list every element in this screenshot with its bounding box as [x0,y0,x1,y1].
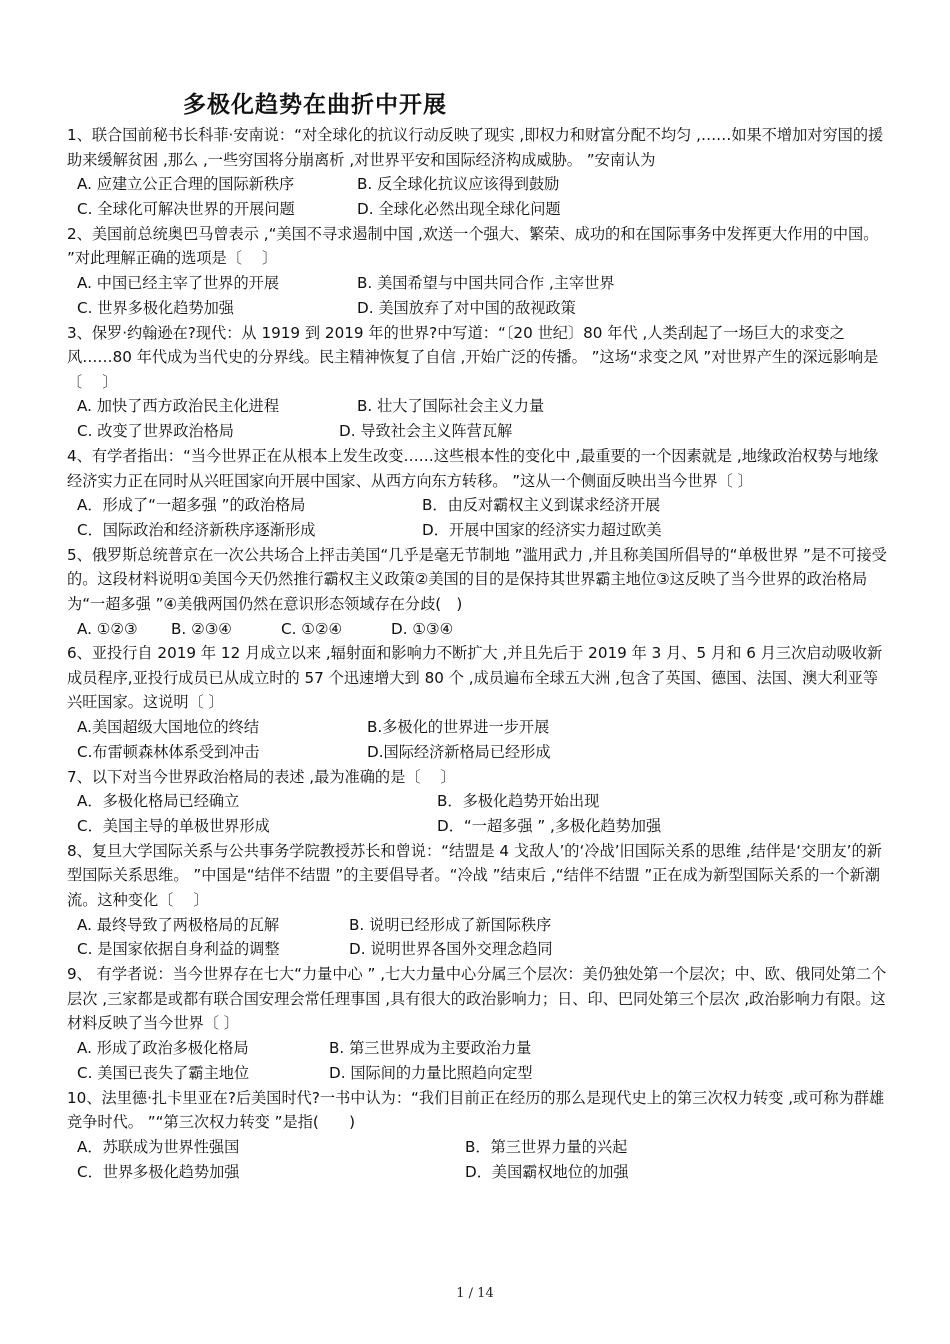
answer-option: D.国际经济新格局已经形成 [367,742,551,761]
option-row [67,419,887,444]
option-row [67,271,887,296]
option-row [67,814,887,839]
answer-option: B.多极化的世界进一步开展 [367,718,550,737]
option-row [67,937,887,962]
answer-option: A. 形成了政治多极化格局 [77,1039,249,1058]
option-row [67,296,887,321]
option-row [67,789,887,814]
answer-option: C. ①②④ [281,619,343,638]
answer-option: C. 是国家依据自身利益的调整 [77,940,280,959]
option-row [67,1160,887,1185]
option-row [67,1061,887,1086]
question-stem: 8、复旦大学国际关系与公共事务学院教授苏长和曾说：“结盟是 4 戈敌人’的‘冷战’旧国际关系的思维 ,结伴是‘交朋友’的新型国际关系思维。 ”中国是“结伴不结盟 ”的主要倡导者。“冷战 ”结束后 ,“结伴不结盟 ”正在成为新型国际关系的一个新潮流。这种变化〔 〕 [67,841,882,910]
option-row [67,518,887,543]
answer-option: C. 美国已丧失了霸主地位 [77,1063,250,1082]
answer-option: B. 壮大了国际社会主义力量 [357,397,545,416]
answer-option: C. 世界多极化趋势加强 [77,298,234,317]
question-stem: 4、有学者指出：“当今世界正在从根本上发生改变……这些根本性的变化中 ,最重要的一个因素就是 ,地缘政治权势与地缘经济实力正在同时从兴旺国家向开展中国家、从西方向东方转移。 ”这从一个侧面反映出当今世界〔 〕 [67,446,879,490]
option-row [67,740,887,765]
answer-option: A. 中国已经主宰了世界的开展 [77,273,280,292]
question-1 [67,123,887,222]
answer-option: B．第三世界力量的兴起 [465,1137,628,1156]
answer-option: D. 说明世界各国外交理念趋同 [349,940,553,959]
option-row [67,197,887,222]
question-3 [67,321,887,444]
answer-option: D. 全球化必然出现全球化问题 [357,199,561,218]
answer-option: C.布雷顿森林体系受到冲击 [77,742,260,761]
answer-option: A. 最终导致了两极格局的瓦解 [77,915,280,934]
answer-option: B. 美国希望与中国共同合作 ,主宰世界 [357,273,615,292]
answer-option: A．多极化格局已经确立 [77,792,240,811]
page-title: 多极化趋势在曲折中开展 [183,92,447,118]
question-stem: 5、俄罗斯总统普京在一次公共场合上抨击美国“几乎是毫无节制地 ”滥用武力 ,并且称美国所倡导的“单极世界 ”是不可接受的。这段材料说明①美国今天仍然推行霸权主义政策②美国的目的是保持其世界霸主地位③这反映了当今世界的政治格局为“一超多强 ”④美俄两国仍然在意识形态领域存在分歧( ) [67,545,887,613]
answer-option: A. ①②③ [77,619,138,638]
question-list [67,123,887,1184]
question-stem: 10、法里德·扎卡里亚在?后美国时代?一书中认为：“我们目前正在经历的那么是现代史上的第三次权力转变 ,或可称为群雄竞争时代。 ”“第三次权力转变 ”是指( ) [67,1088,885,1132]
question-stem: 1、联合国前秘书长科菲·安南说：“对全球化的抗议行动反映了现实 ,即权力和财富分配不均匀 ,……如果不增加对穷国的援助来缓解贫困 ,那么 ,一些穷国将分崩离析 ,对世界平安和国际经济构成威胁。 ”安南认为 [67,126,884,169]
question-stem: 7、以下对当今世界政治格局的表述 ,最为准确的是〔 〕 [67,767,456,786]
question-9 [67,962,887,1085]
question-7 [67,765,887,839]
answer-option: A．形成了“一超多强 ”的政治格局 [77,496,306,515]
answer-option: C. 全球化可解决世界的开展问题 [77,199,295,218]
answer-option: D．“一超多强 ” ,多极化趋势加强 [437,817,662,836]
answer-option: B. 说明已经形成了新国际秩序 [349,915,552,934]
option-row [67,394,887,419]
answer-option: B. 反全球化抗议应该得到鼓励 [357,175,560,194]
question-stem: 9、 有学者说：当今世界存在七大“力量中心 ” ,七大力量中心分属三个层次：美仍独处第一个层次；中、欧、俄同处第二个层次 ,三家都是或都有联合国安理会常任理事国 ,具有很大的政治影响力；日、印、巴同处第三个层次 ,政治影响力有限。这材料反映了当今世界〔 〕 [67,965,887,1033]
answer-option: D. ①③④ [391,619,454,638]
option-row [67,172,887,197]
answer-option: C．世界多极化趋势加强 [77,1162,240,1181]
question-6 [67,641,887,764]
answer-option: B．多极化趋势开始出现 [437,792,600,811]
answer-option: D. 导致社会主义阵营瓦解 [339,422,513,441]
answer-option: B. ②③④ [171,619,232,638]
option-row [67,715,887,740]
answer-option: A. 加快了西方政治民主化进程 [77,397,280,416]
answer-option: C．美国主导的单极世界形成 [77,817,270,836]
answer-option: C．国际政治和经济新秩序逐渐形成 [77,520,316,539]
answer-option: D．开展中国家的经济实力超过欧美 [422,520,662,539]
page-number: 1 / 14 [456,1286,494,1301]
option-row [67,913,887,938]
question-4 [67,444,887,543]
answer-option: D. 美国放弃了对中国的敌视政策 [357,298,576,317]
question-5 [67,543,887,642]
answer-option: A. 应建立公正合理的国际新秩序 [77,175,295,194]
answer-option: D．美国霸权地位的加强 [465,1162,629,1181]
answer-option: B. 第三世界成为主要政治力量 [329,1039,532,1058]
option-row [67,617,887,642]
question-stem: 6、亚投行自 2019 年 12 月成立以来 ,辐射面和影响力不断扩大 ,并且先后于 2019 年 3 月、5 月和 6 月三次启动吸收新成员程序,亚投行成员已从成立时的 57 个迅速增大到 80 个 ,成员遍布全球五大洲 ,包含了英国、德国、法国、澳大利亚等兴旺国家。这说明〔 〕 [67,644,883,712]
question-stem: 2、美国前总统奥巴马曾表示 ,“美国不寻求遏制中国 ,欢送一个强大、繁荣、成功的和在国际事务中发挥更大作用的中国。 ”对此理解正确的选项是〔 〕 [67,224,879,268]
option-row [67,1036,887,1061]
question-8 [67,839,887,962]
question-2 [67,222,887,321]
answer-option: B．由反对霸权主义到谋求经济开展 [422,496,661,515]
answer-option: C. 改变了世界政治格局 [77,422,234,441]
option-row [67,493,887,518]
answer-option: D. 国际间的力量比照趋向定型 [329,1063,533,1082]
answer-option: A.美国超级大国地位的终结 [77,718,260,737]
question-10 [67,1086,887,1185]
option-row [67,1135,887,1160]
question-stem: 3、保罗·约翰逊在?现代：从 1919 到 2019 年的世界?中写道：“〔20 世纪〕80 年代 ,人类刮起了一场巨大的求变之风……80 年代成为当代史的分界线。民主精神恢复了自信 ,开始广泛的传播。 ”这场“求变之风 ”对世界产生的深远影响是〔 〕 [67,323,879,391]
answer-option: A．苏联成为世界性强国 [77,1137,240,1156]
